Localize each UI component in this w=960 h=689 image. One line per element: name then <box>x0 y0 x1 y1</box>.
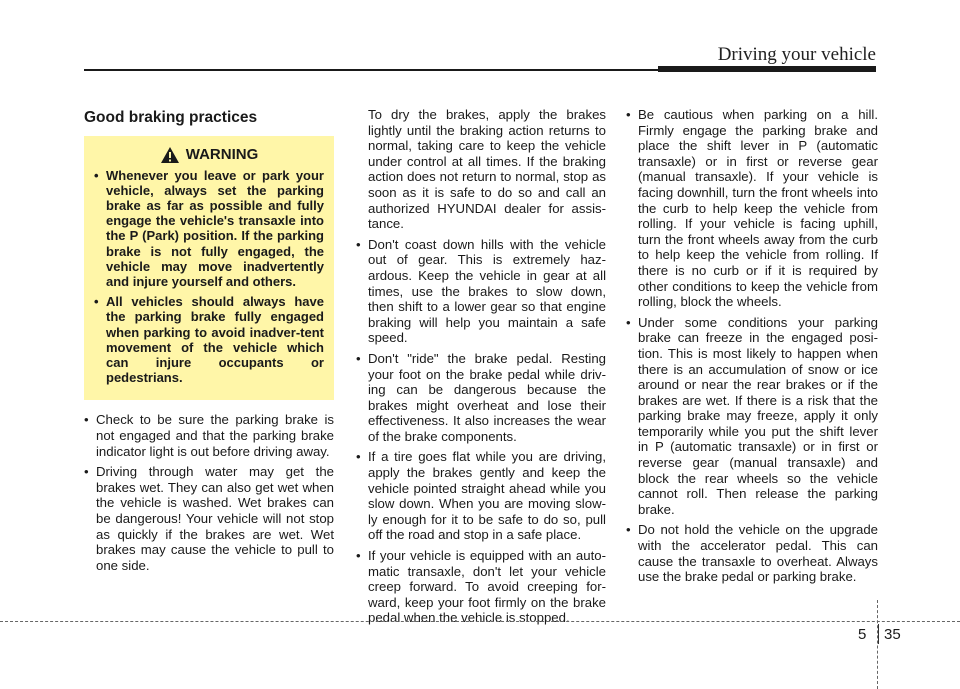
warning-triangle-icon <box>160 146 180 164</box>
bullet-item: • If a tire goes flat while you are driving, apply the brakes gently and keep the vehicle pointed straight ahead while you slow down. When you are moving slow-ly enough for it to be safe to do so, pull off the road and stop in a safe place. <box>356 449 606 543</box>
footer-section-number: 5 <box>858 626 867 643</box>
bullet-item: • Do not hold the vehicle on the upgrade with the accelerator pedal. This can cause the transaxle to overheat. Always use the brake pedal or parking brake. <box>626 522 878 585</box>
footer-dashed-rule <box>0 621 960 622</box>
continued-paragraph: To dry the brakes, apply the brakes lightly until the braking action returns to normal, taking care to keep the vehicle under control at all times. If the braking action does not return to normal, stop as soon as it is safe to do so and call an authorized HYUNDAI dealer for assis-tance. <box>368 107 606 232</box>
footer-separator <box>878 624 879 644</box>
col1-bullet-list <box>84 412 334 573</box>
bullet-item: • Be cautious when parking on a hill. Firmly engage the parking brake and place the shift lever in P (automatic transaxle) or in first or reverse gear (manual transaxle). If your vehicle is facing downhill, turn the front wheels into the curb to help keep the vehicle from rolling. If your vehicle is facing uphill, turn the front wheels away from the curb to help keep the vehicle from rolling. If there is no curb or if it is required by other conditions to keep the vehicle from rolling, block the wheels. <box>626 107 878 310</box>
bullet-item: • If your vehicle is equipped with an auto-matic transaxle, don't let your vehicle creep forward. To avoid creeping for-ward, keep your foot firmly on the brake pedal when the vehicle is stopped. <box>356 548 606 626</box>
warning-item: • Whenever you leave or park your vehicle, always set the parking brake as far as possible and fully engage the vehicle's transaxle into the P (Park) position. If the parking brake is not fully engaged, the vehicle may move inadvertently and injure yourself and others. <box>94 167 324 290</box>
col3-bullet-list <box>626 107 878 585</box>
footer-dashed-vline <box>877 600 878 689</box>
footer-page-number: 35 <box>884 626 901 643</box>
bullet-item: • Under some conditions your parking brake can freeze in the engaged posi-tion. This is most likely to happen when there is an accumulation of snow or ice around or near the rear brakes or if the brakes are wet. If there is a risk that the parking brake may freeze, apply it only temporarily while you put the shift lever in P (automatic transaxle) or in first or reverse gear (manual transaxle) and block the rear wheels so the vehicle cannot roll. Then release the parking brake. <box>626 314 878 517</box>
col2-bullet-list <box>356 237 606 626</box>
warning-list <box>94 168 324 386</box>
column-3 <box>626 107 878 590</box>
header-rule <box>84 69 740 71</box>
header-title: Driving your vehicle <box>717 44 876 65</box>
bullet-item: • Don't "ride" the brake pedal. Resting your foot on the brake pedal while driv-ing can be dangerous because the brakes might overheat and lose their effectiveness. It also increases the wear of the brake components. <box>356 350 606 444</box>
section-heading: Good braking practices <box>84 109 258 126</box>
column-2 <box>356 107 606 631</box>
warning-box <box>84 136 334 401</box>
bullet-item: • Check to be sure the parking brake is not engaged and that the parking brake indicator light is out before driving away. <box>84 412 334 459</box>
bullet-item: • Driving through water may get the brakes wet. They can also get wet when the vehicle is washed. Wet brakes can be dangerous! Your vehicle will not stop as quickly if the brakes are wet. Wet brakes may cause the vehicle to pull to one side. <box>84 464 334 573</box>
bullet-item: • Don't coast down hills with the vehicle out of gear. This is extremely haz-ardous. Keep the vehicle in gear at all times, use the brakes to slow down, then shift to a lower gear so that engine braking will help you maintain a safe speed. <box>356 236 606 346</box>
warning-item: • All vehicles should always have the parking brake fully engaged when parking to avoid inadver-tent movement of the vehicle which can injure occupants or pedestrians. <box>94 294 324 386</box>
column-1 <box>84 110 334 578</box>
warning-title-row <box>94 146 324 164</box>
header-accent-bar <box>658 66 876 72</box>
warning-title: WARNING <box>185 145 259 163</box>
